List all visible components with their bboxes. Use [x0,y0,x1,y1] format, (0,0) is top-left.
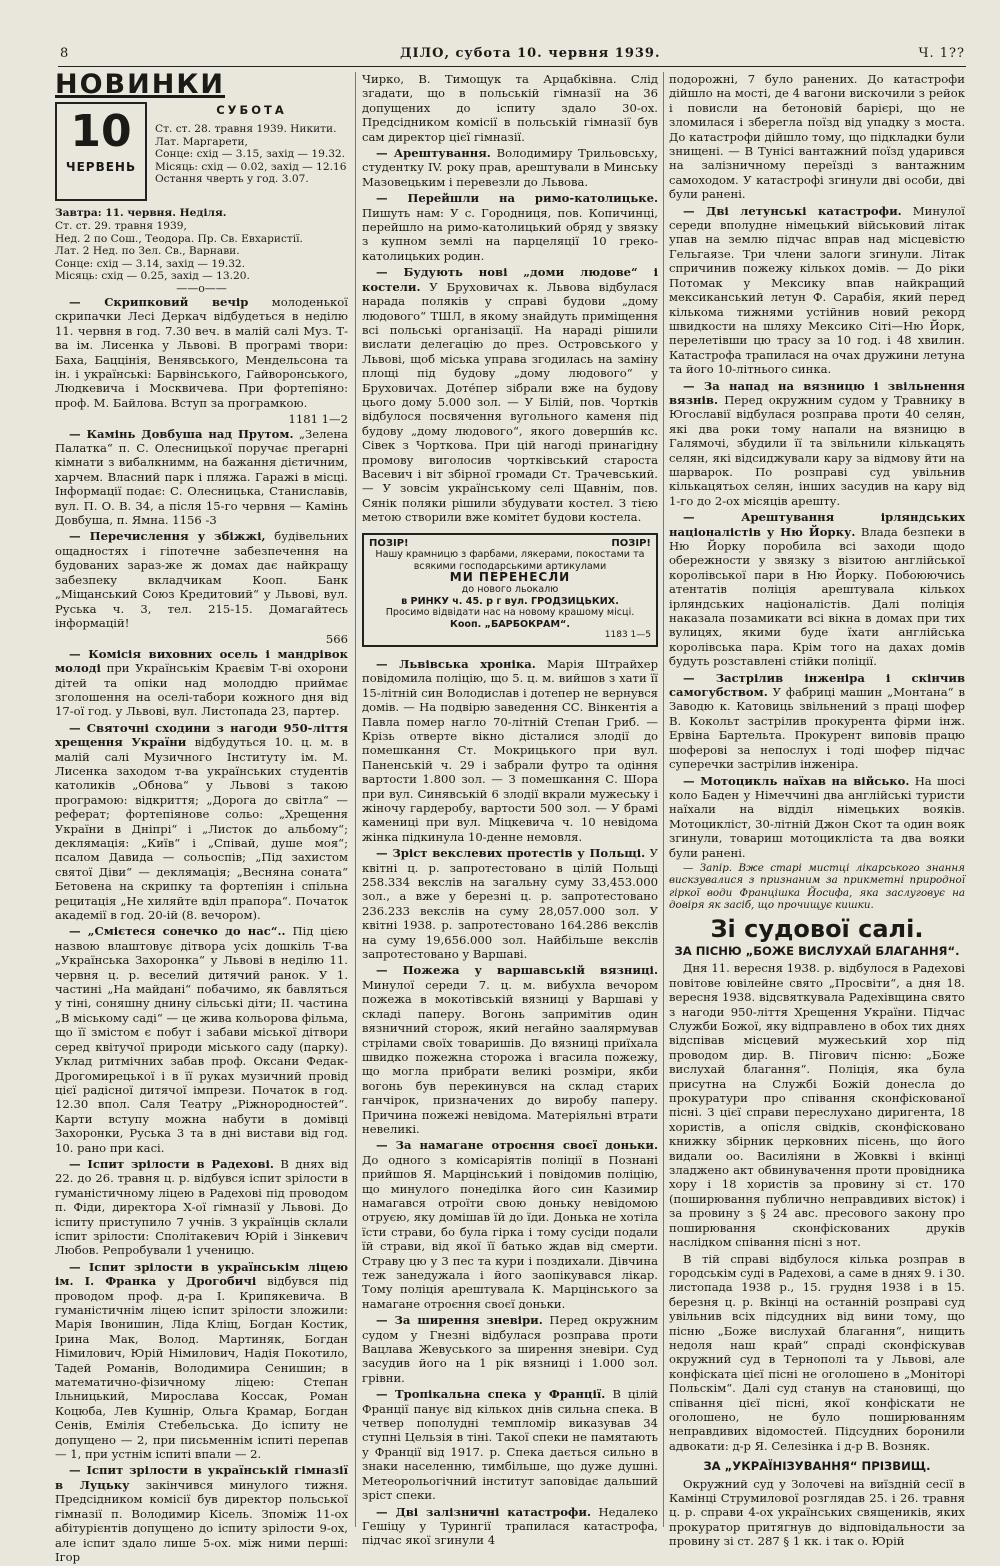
tomorrow-line: Ст. ст. 29. травня 1939, [55,220,187,232]
news-item: — Перейшли на римо-католицьке. Пишуть нам: У с. Городниця, пов. Копичинці, перейшло на римо-католицький обряд у звязку з купном землі на парцеляції 10 греко-католицьких родин. [362,191,658,263]
date-box [55,102,147,201]
ad-attention: ПОЗІР! [369,537,409,549]
column-divider [355,72,356,1527]
court-paragraph: В тій справі відбулося кілька розправ в городськім суді в Радехові, а саме в днях 9. і 30. листопада 1938 р., 15. грудня 1938 і в 15. березня ц. р. Вкінці на останній розправі суд увільнив всіх підсудних від вини тому, що пісню „Боже вислухай благання“, нищить недоля наш край“ спраді сконфіскував окружний суд в Тернополі та у Львові, але конфіската цієї пісні не оголошено в „Моніторі Польскім“. Далі суд станув на становищі, що співання цієї пісні, якої конфіскати не оголошено, не було поширюванням неправдивих відомостей. Підсудних боронили адвокати: д-р Я. Селезінка і д-р В. Возняк. [669,1251,965,1453]
news-item: — За ширення зневіри. Перед окружним судом у Гнезні відбулася розправа проти Вацлава Жевуського за ширення зневіри. Суд засудив його на 1 рік вязниці і 1.000 зол. грівни. [362,1313,658,1385]
calendar-line: Ст. ст. 28. травня 1939. Никити. [155,123,337,135]
news-item: — Пожежа у варшавській вязниці. Минулої середи 7. ц. м. вибухла вечором пожежа в мокотівській вязниці у Варшаві у складі паперу. Вогонь запримітив один вязничний сторож, який негайно заалярмував стрілами своїх товаришів. До вязниці приїхала швидко пожежна сторожа і вгасила пожежу, що могла прибрати великі розміри, якби вогонь був перекинувся на склад старих ганчірок, призначених до виробу паперу. Причина пожежі невідома. Матеріяльні втрати невеликі. [362,963,658,1136]
tomorrow-line: Лат. 2 Нед. по Зел. Св., Варнави. [55,245,240,258]
news-item: — Дві летунські катастрофи. Минулої середи вполудне німецький військовий літак упав на землю підчас вправ над місцевістю Гельгаязе. Три члени залоги згинули. Літак спричинив пожежу кількох домів. — До ріки Потомак у Мексику впав найкращий мексиканський летун Ф. Сарабія, який перед кількома тижнями устійнив новий рекорд швидкости на шляху Мексико Сіті—Ню Йорк, перелетівши цю трасу за 10 год. і 48 хвилин. Катастрофа трапилася на очах дружини летуна та його 10-літнього синка. [669,203,966,377]
news-item: — Святочні сходини з нагоди 950-ліття хрещення України відбудуться 10. ц. м. в малій салі Музичного Інституту ім. М. Лисенка заходом т-ва українських студентів католиків „Обнова“ у Львові з такою програмою: відкриття; „Дорога до світла“ — реферат; фортепіянове сольо: „Хрещення України в Дніпрі“ і „Листок до альбому“; деклямація: „Київ“ і „Співай, душе моя“; псалом Давида — сольоспів; „Під захистом святої Діви“ — деклямація; „Весняна соната“ Бетовена на скрипку та фортепіян і спільна рецитація „Не хиляйте вділ прапора“. Початок академії в год. 20-ій (8. вечором). [55,720,349,923]
calendar-line: Лат. Маргарети, [155,135,248,148]
news-item: — Іспит зрілости в українськім ліцею ім. І. Франка у Дрогобичі відбувся під проводом проф. д-ра І. Крипякевича. В гуманістичнім ліцею іспит зрілости зложили: Марія Івонишин, Ліда Кліщ, Богдан Костик, Ірина Мак, Волод. Мартиняк, Богдан Німилович, Юрій Німилович, Надія Покотило, Тадей Романів, Володимира Сенишин; в математично-фізичному ліцею: Степан Ільницький, Мирослава Коссак, Роман Коцюба, Лев Кушнір, Ольга Крамар, Богдан Сенів, Емілія Стебельська. До іспиту не допущено — 2, при письменнім іспиті перепав — 1, при устнім іспиті впали — 2. [55,1259,348,1462]
issue-number: Ч. 1?? [918,46,965,61]
calendar-line: Сонце: схід — 3.15, захід — 19.32. [155,148,346,161]
court-paragraph: Окружний суд у Золочеві на виїздній сесії в Камінці Струмилової розглядав 25. і 26. травня ц. р. справи 4-ох українських священиків, яких прокуратор притягнув до відповідальности за провину зі ст. 287 § 1 кк. і так о. Юрій [669,1476,965,1549]
court-paragraph: Дня 11. вересня 1938. р. відбулося в Радехові повітове ювілейне свято „Просвіти“, а дня 18. вересня 1938. відсвяткувала Радехівщина свято з нагоди 950-ліття Хрещення України. Підчас Служби Божої, яку відправлено в обох тих днях відспівав місцевий мужеський хор під проводом дир. В. Пігович пісню: „Боже вислухай благання“. Поліція, яка була присутна на Службі Божій донесла до прокуратури про співання сконфіскованої пісні. З цієї справи переслухано диригента, 18 хористів, а опісля свідків, сконфісковано книжку збірник церковних пісень, що його видали оо. Василіяни в Жовкві і вкінці зладжено акт обвинувачення проти провідника хору і 18 хористів за провину зі ст. 170 (поширювання публично неправдивих вісток) і за провину з § 24 авс. пресового закону про поширювання сконфіскованих друків наслідком співання пісні з нот. [669,961,965,1250]
header-rule [58,66,966,67]
news-item: Чирко, В. Тимощук та Арцабківна. Слід згадати, що в польській гімназії на 36 допущених до іспиту здало 30-ох. Предсідником комісії в польській гімназії був сам директор цієї гімназії. [362,72,658,144]
news-item: — Застрілив інженіра і скінчив самогубством. У фабриці машин „Монтана“ в Заводю к. Катовиць звільнений з праці шофер В. Кокольт застрілив прокурента фірми інж. Ервіна Бартельта. Прокурент виповів працю шоферові за непослух і тоді шофер підчас суперечки застрілив інженіра. [669,670,965,772]
news-item: — Арештування. Володимиру Трильовсьху, студентку IV. року прав, арештували в Минську Мазовецьким і перевезли до Львова. [362,146,658,189]
ad-headline: МИ ПЕРЕНЕСЛИ [449,570,571,585]
ad-code: 1181 1—2 [288,412,348,427]
ad-code: 1183 1—5 [604,630,651,641]
ad-line: Нашу крамницю з фарбами, лякерами, покостами та всякими господарськими артикулами [375,549,645,572]
court-section-title: Зі судової салі. [710,914,924,943]
news-item: — Будують нові „доми людове“ і костели. У Бруховичах к. Львова відбулася нарада поляків у справі будови „дому людового“ ТШЛ, в якому знайдуть приміщення всі польські організації. На нараді рішили вислати делегацію до през. Островського у Львові, щоб міська управа згодилась на заміну площі під будову „дому людового“ у Бруховичах. Доте́пер зібрали вже на будову цього дому 5.000 зол. — У Білій, пов. Чортків відбулося посвячення вугольного каменя під будову „дому людового“, якого доверши́в кс. Сівек з Чорткова. При цій нагоді принагідну промову виголосив чортківський староста Васевич і віт збірної громади Ст. Трачевський. — У зовсім українському селі Щавнім, пов. Сянік поляки рішили збудувати костел. З тією метою створили вже комітет будови костела. [362,265,658,525]
ad-attention: ПОЗІР! [611,537,651,549]
page-header [60,46,965,66]
court-subheading: ЗА „УКРАЇНІЗУВАННЯ“ ПРІЗВИЩ. [703,1459,931,1474]
ad-line: до нового льокалю [461,583,559,595]
news-item: — Мотоцикль наїхав на військо. На шосі коло Баден у Німеччині два англійські туристи наїхали на відділ німецьких вояків. Мотоцикліст, 30-літній Джон Скот та один вояк згинули, товариш мотоцикліста та два вояки були ранені. [669,773,966,860]
ad-code: 566 [325,632,348,647]
court-subheading: ЗА ПІСНЮ „БОЖЕ ВИСЛУХАЙ БЛАГАННЯ“. [674,943,960,958]
section-title: НОВИНКИ [55,69,225,100]
news-item: — Камінь Довбуша над Прутом. „Зелена Палатка“ п. С. Олесницької поручає прегарні кімнати з вибалкнимм, на бажання дієтичним, харчем. Власний парк і пляжа. Гаражі в місці. Інформації подає: С. Олесницька, Станиславів, вул. П. О. В. 34, а після 15-го червня — Камінь Довбуша, п. Ямна. 1156 -3 [55,426,348,528]
calendar-line: Остання чверть у год. 3.07. [155,173,309,186]
news-item: — Скрипковий вечір молоденької скрипачки Лесі Деркач відбудеться в неділю 11. червня в год. 7.30 веч. в малій салі Муз. Т-ва ім. Лисенка у Львові. В програмі твори: Баха, Баццінія, Венявського, Мендельсона та ін. і українські: Барвінського, Гайворонського, Людкевича і Москвичева. При фортепіяно: проф. М. Байлова. Вступ за програмкою. [55,294,348,410]
tomorrow-line: Завтра: 11. червня. Неділя. [55,207,227,220]
date-month: ЧЕРВЕНЬ [65,160,137,175]
news-item: — Іспит зрілости в Радехові. В днях від 22. до 26. травня ц. р. відбувся іспит зрілости в гуманістичному ліцею в Радехові під проводом п. Фіди, директора Х-ої гімназії у Львові. До іспиту приступило 7 учнів. З українців склали іспит зрілости: Сполітакевич Юрій і Зінкевич Любов. Репробували 1 ученицю. [55,1156,348,1258]
tomorrow-line: Місяць: схід — 0.25, захід — 13.20. [55,270,250,283]
ad-line: Просимо відвідати нас на новому крашому місці. [385,607,635,619]
separator: ——о—— [176,281,227,295]
calendar-block [55,102,348,201]
news-item: — „Смієтеся сонечко до нас“.. Під цією назвою влаштовує дітвора усіх дошкіль Т-ва „Українська Захоронка“ у Львові в неділю 11. червня ц. р. веселий дитячий ранок. У 1. частині „На майдані“ побачимо, як бавляться у тіні, соняшну днину сільські діти; II. частина „В міському саді“ — це жива кольорова фільма, що її змістом є побут і забави міської дітвори серед квітучої природи міського саду (парку). Уклад ритмічних забав проф. Оксани Федак-Дрогомирецької і в її руках музичний провід цієї радісної дитячої імпрези. Початок в год. 12.30 впол. Саля Театру „Ріжнородностей“. Карти вступу можна набути в домівці Захоронки, Руська 3 та в дні вистави від год. 10. рано при касі. [55,924,349,1155]
column-3 [669,72,965,1551]
news-item: подорожні, 7 було ранених. До катастрофи дійшло на мості, де 4 вагони вискочили з рейок і повисли на бетоновій барієрі, що не зломилася і зберегла поїзд від упадку з моста. До катастрофи дійшло тому, що підкладки були знищені. — В Тунісі вантажний поїзд ударився на залізничному переїзді з вантажним самоходом. У катастрофі згинули дві особи, дві були ранені. [669,72,965,202]
column-2 [362,72,658,1550]
news-item: — Зріст векслевих протестів у Польщі. У квітні ц. р. запротестовано в цілій Польщі 258.334 векслів на загальну суму 33,453.000 зол., а вже у березні ц. р. запротестовано 236.233 векслів на суму 28,057.000 зол. У квітні 1938. р. запротестовано 164.286 векслів на суму 19,656.000 зол. Найбільше векслів запротестовано у Варшаві. [362,846,658,962]
calendar-line: Місяць: схід — 0.02, захід — 12.16 [155,160,347,173]
advertisement [362,533,658,647]
column-divider [663,72,664,1527]
weekday: СУБОТА [216,103,287,118]
tomorrow-line: Нед. 2 по Сош., Теодора. Пр. Св. Евхаристії. [55,232,303,245]
ad-company: Кооп. „БАРБОКРАМ“. [450,618,570,630]
calendar-info [155,102,348,201]
news-item: — Арештування ірляндських націоналістів у Ню Йорку. Влада безпеки в Ню Йорку поробила всі заходи щодо обережности у звязку з візитою англійської королівської пари в Ню Йорку. Побоюючись атентатів поліція арештувала кількох ірляндських націоналістів. Далі поліція наказала позамикати всі вікна в домах при тих вулицях, якими буде їхати англійська королівська пара. Крім того на дахах домів будуть розставлені стійки поліції. [669,510,965,669]
advert-note: — Запір. Вже старі мистці лікарського знання вискзувалися з признаним за прикметні природної гіркої води Францішка Йосифа, яка заслуговує на довіря як засіб, що прочищує кишки. [669,861,965,912]
issue-date: ДІЛО, субота 10. червня 1939. [400,46,661,61]
news-item: — За напад на вязницю і звільнення вязнів. Перед окружним судом у Травнику в Югославії відбулася розправа проти 40 селян, які два роки тому напали на вязницю в Галямочі, збудили її та звільнили кількацять селян, які відсиджували кару за відмову йти на шарварок. По розправі суд увільнив кількацятьох селян, інших засудив на кару від 1-го до 2-ох місяців арешту. [669,378,965,508]
news-item: — Іспит зрілости в українській гімназії в Луцьку закінчився минулого тижня. Предсідником комісії був директор польської гімназії п. Володимир Кісель. Зпоміж 11-ох абітурієнтів допущено до іспиту зрілости 9-ох, але іспит здало лише 5-ох. між ними перші: Ігор [55,1463,348,1564]
news-item: — Перечислення у збіжжі, будівельних ощадностях і гіпотечне забезпечення на будованих зараз-же ж домах дає найкращу забезпеку вкладчикам Кооп. Банк „Міщанський Союз Кредитовий“ у Львові, вул. Руська ч. 3, тел. 215-15. Домагайтесь інформацій! [55,529,348,630]
column-1 [55,69,349,1566]
news-item: — За намагане отроєння своєї доньки. До одного з комісаріятів поліції в Познані прийшов Я. Марцінський і повідомив поліцію, що минулого понеділка його син Казимир намагався отроїти свою доньку невідомою отруєю, яку домішав їй до їди. Донька не хотіла їсти страви, бо була гірка і тому сусіди подали їй страви, від якої її батько ждав від смерти. Страву цю у 3 пес та кури і поздихали. Дівчина теж занедужала і його заопікувався лікар. Тому поліція арештувала К. Марцінського за намагане отроєння своєї доньки. [362,1138,658,1311]
page-number: 8 [60,46,70,61]
tomorrow-block [55,207,348,283]
tomorrow-line: Сонце: схід — 3.14, захід — 19.32. [55,257,246,270]
news-item: — Комісія виховних осель і мандрівок молоді при Українськім Краєвім Т-ві охорони дітей та опіки над молоддю приймає зголошення на оселі-табори кожного дня від 17-ої год. у Львові, вул. Листопада 23, партер. [55,646,348,719]
news-item: — Дві залізничні катастрофи. Недалеко Гешіцу у Турингії трапилася катастрофа, підчас якої згинули 4 [362,1504,658,1548]
news-item: — Тропікальна спека у Франції. В цілій Франції панує від кількох днів сильна спека. В четвер пополудні темпломір виказував 34 ступні Цельзія в тіні. Такої спеки не памятають у Франції від 1917. р. Спека дається сильно в знаки населенню, тимбільше, що дуже душні. Метеорольогічний інститут заповідає дальший зріст спеки. [362,1387,659,1503]
news-item: — Львівська хроніка. Марія Штрайхер повідомила поліцію, що 5. ц. м. вийшов з хати її 15-літній син Володислав і дотепер не вернувся домів. — На подвірю заведення СС. Вінкентія а Павла помер нагло 70-літній Степан Гриб. — Крізь отверте вікно дісталися злодії до помешкання Ст. Мокрицького при вул. Паненській ч. 29 і забрали футро та одіння вартости 1.800 зол. — З помешкання С. Шора при вул. Синявській 6 злодії вкрали мужеську і жіночу гардеробу, вартости 500 зол. — У брамі камениці при вул. Міцкевича ч. 10 невідома жінка підкинула 10-денне немовля. [362,656,658,844]
date-number: 10 [70,106,132,158]
ad-address: в РИНКУ ч. 45. р г вул. ГРОДЗИЦЬКИХ. [401,595,619,607]
